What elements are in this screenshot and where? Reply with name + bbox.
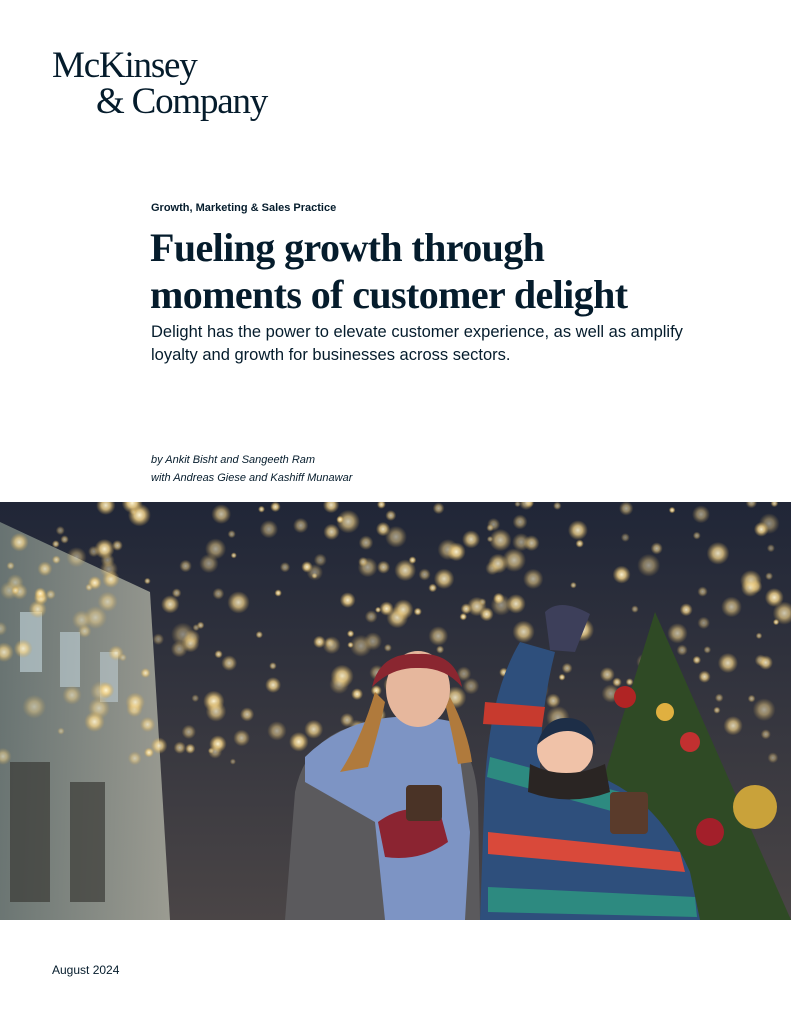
bokeh-light (336, 516, 344, 524)
bokeh-light (765, 572, 773, 580)
bokeh-light (11, 586, 20, 595)
hero-illustration (0, 502, 791, 920)
bokeh-light (718, 653, 738, 673)
bokeh-light (125, 692, 145, 712)
bokeh-light (693, 532, 701, 540)
bokeh-light (479, 598, 487, 606)
bokeh-light (34, 587, 46, 599)
bokeh-light (680, 603, 693, 616)
bokeh-light (293, 518, 308, 533)
bokeh-light (191, 694, 199, 702)
bokeh-light (379, 601, 393, 615)
bokeh-light (94, 539, 114, 559)
bokeh-light (433, 502, 445, 514)
bokeh-light (269, 662, 277, 670)
bokeh-light (523, 569, 543, 589)
bokeh-light (88, 576, 102, 590)
bokeh-light (214, 650, 222, 658)
bokeh-light (715, 694, 724, 703)
bokeh-light (568, 520, 588, 540)
bokeh-light (697, 586, 707, 596)
bokeh-light (502, 548, 526, 572)
bokeh-light (205, 538, 226, 559)
bokeh-light (667, 623, 687, 643)
bokeh-light (546, 694, 561, 709)
bokeh-light (22, 695, 46, 719)
bokeh-light (265, 677, 281, 693)
bokeh-light (140, 668, 150, 678)
bokeh-light (231, 552, 237, 558)
bokeh-light (267, 721, 286, 740)
bokeh-light (62, 685, 81, 704)
bokeh-light (704, 646, 712, 654)
tree-ornament (614, 686, 636, 708)
coffee-cup (406, 785, 442, 821)
bokeh-light (151, 737, 168, 754)
bokeh-light (206, 701, 227, 722)
bokeh-light (57, 727, 64, 734)
publication-date: August 2024 (52, 963, 120, 977)
bokeh-light (52, 540, 60, 548)
bokeh-light (258, 506, 265, 513)
bokeh-light (394, 559, 416, 581)
title-line-1: Fueling growth through (150, 225, 545, 270)
bokeh-light (384, 644, 392, 652)
bokeh-light (677, 645, 688, 656)
practice-eyebrow: Growth, Marketing & Sales Practice (151, 202, 337, 214)
bokeh-light (376, 522, 390, 536)
bokeh-light (275, 589, 282, 596)
bokeh-light (693, 656, 702, 665)
bokeh-light (185, 744, 195, 754)
bokeh-light (240, 707, 254, 721)
bokeh-light (486, 524, 494, 532)
bokeh-light (698, 671, 710, 683)
bokeh-light (144, 578, 151, 585)
bokeh-light (351, 688, 363, 700)
hero-image (0, 502, 791, 920)
bokeh-light (692, 505, 710, 523)
report-subtitle (151, 321, 731, 367)
bokeh-light (491, 595, 512, 616)
bokeh-light (419, 568, 431, 580)
bokeh-light (748, 695, 756, 703)
bokeh-light (512, 621, 534, 643)
bokeh-light (119, 654, 127, 662)
bokeh-light (140, 717, 155, 732)
bokeh-light (377, 561, 390, 574)
bokeh-light (723, 716, 742, 735)
bokeh-light (182, 725, 196, 739)
bokeh-light (172, 588, 182, 598)
bokeh-light (393, 599, 413, 619)
logo-line-1: McKinsey (52, 45, 197, 86)
bokeh-light (359, 535, 374, 550)
bokeh-light (753, 698, 776, 721)
building-doorway (10, 762, 50, 902)
bokeh-light (304, 720, 323, 739)
bokeh-light (221, 655, 237, 671)
subtitle-line-1: Delight has the power to elevate customer experience, as well as amplify (151, 323, 683, 341)
bokeh-light (347, 642, 353, 648)
bokeh-light (340, 592, 356, 608)
bokeh-light (347, 630, 354, 637)
bokeh-light (325, 638, 335, 648)
bokeh-light (414, 608, 422, 616)
bokeh-light (621, 533, 630, 542)
mckinsey-logo (52, 47, 267, 120)
bokeh-light (323, 524, 339, 540)
bokeh-light (60, 535, 69, 544)
bokeh-light (233, 730, 250, 747)
bokeh-light (669, 507, 676, 514)
bokeh-light (307, 564, 324, 581)
authors-line-2: with Andreas Giese and Kashiff Munawar (151, 472, 353, 484)
bokeh-light (313, 636, 326, 649)
tree-ornament (696, 818, 724, 846)
bokeh-light (72, 610, 92, 630)
building-doorway (70, 782, 105, 902)
author-byline (151, 451, 352, 487)
bokeh-light (230, 759, 236, 765)
bokeh-light (428, 626, 448, 646)
bokeh-light (260, 520, 278, 538)
bokeh-light (84, 711, 105, 732)
bokeh-light (637, 554, 660, 577)
bokeh-light (562, 663, 573, 674)
bokeh-light (463, 678, 480, 695)
bokeh-light (56, 526, 65, 535)
bokeh-light (211, 504, 231, 524)
bokeh-light (559, 674, 566, 681)
bokeh-light (7, 562, 15, 570)
bokeh-light (128, 751, 142, 765)
bokeh-light (436, 645, 444, 653)
bokeh-light (613, 566, 631, 584)
bokeh-light (358, 557, 368, 567)
bokeh-light (385, 510, 396, 521)
bokeh-light (52, 555, 61, 564)
bokeh-light (462, 530, 480, 548)
bokeh-light (98, 682, 115, 699)
bokeh-light (447, 542, 466, 561)
tree-ornament (656, 703, 674, 721)
bokeh-light (576, 539, 584, 547)
tree-ornament (680, 732, 700, 752)
bokeh-light (767, 544, 775, 552)
bokeh-light (768, 752, 779, 763)
bokeh-light (66, 547, 86, 567)
bokeh-light (174, 742, 186, 754)
bokeh-light (697, 617, 710, 630)
bokeh-light (756, 633, 763, 640)
bokeh-light (713, 707, 720, 714)
bokeh-light (631, 605, 639, 613)
bokeh-light (364, 632, 382, 650)
authors-line-1: by Ankit Bisht and Sangeeth Ram (151, 454, 316, 466)
bokeh-light (329, 674, 349, 694)
tree-ornament (733, 785, 777, 829)
bokeh-light (487, 536, 493, 542)
bokeh-light (213, 588, 225, 600)
bokeh-light (365, 610, 378, 623)
report-title (150, 224, 770, 318)
bokeh-light (754, 522, 769, 537)
bokeh-light (570, 582, 577, 589)
bokeh-light (626, 678, 634, 686)
bokeh-light (600, 667, 615, 682)
logo-line-2: & Company (96, 81, 268, 122)
bokeh-light (707, 542, 730, 565)
bokeh-light (98, 592, 118, 612)
bokeh-light (721, 597, 742, 618)
bokeh-light (171, 623, 195, 647)
bokeh-light (256, 631, 263, 638)
bokeh-light (741, 578, 760, 597)
bokeh-light (100, 560, 118, 578)
bokeh-light (153, 633, 165, 645)
subtitle-line-2: loyalty and growth for businesses across sectors. (151, 346, 511, 364)
bokeh-light (773, 619, 779, 625)
bokeh-light (228, 530, 236, 538)
bokeh-light (10, 533, 29, 552)
bokeh-light (37, 561, 52, 576)
title-line-2: moments of customer delight (150, 272, 628, 317)
bokeh-light (761, 729, 771, 739)
bokeh-light (434, 569, 455, 590)
child-cup (610, 792, 648, 834)
building-window (60, 632, 80, 687)
bokeh-light (208, 745, 222, 759)
bokeh-light (651, 542, 663, 554)
bokeh-light (758, 655, 773, 670)
bokeh-light (289, 732, 309, 752)
bokeh-light (513, 514, 528, 529)
bokeh-light (460, 613, 468, 621)
bokeh-light (179, 560, 192, 573)
bokeh-light (280, 562, 290, 572)
bokeh-light (227, 591, 249, 613)
bokeh-light (14, 639, 33, 658)
bokeh-light (161, 595, 179, 613)
